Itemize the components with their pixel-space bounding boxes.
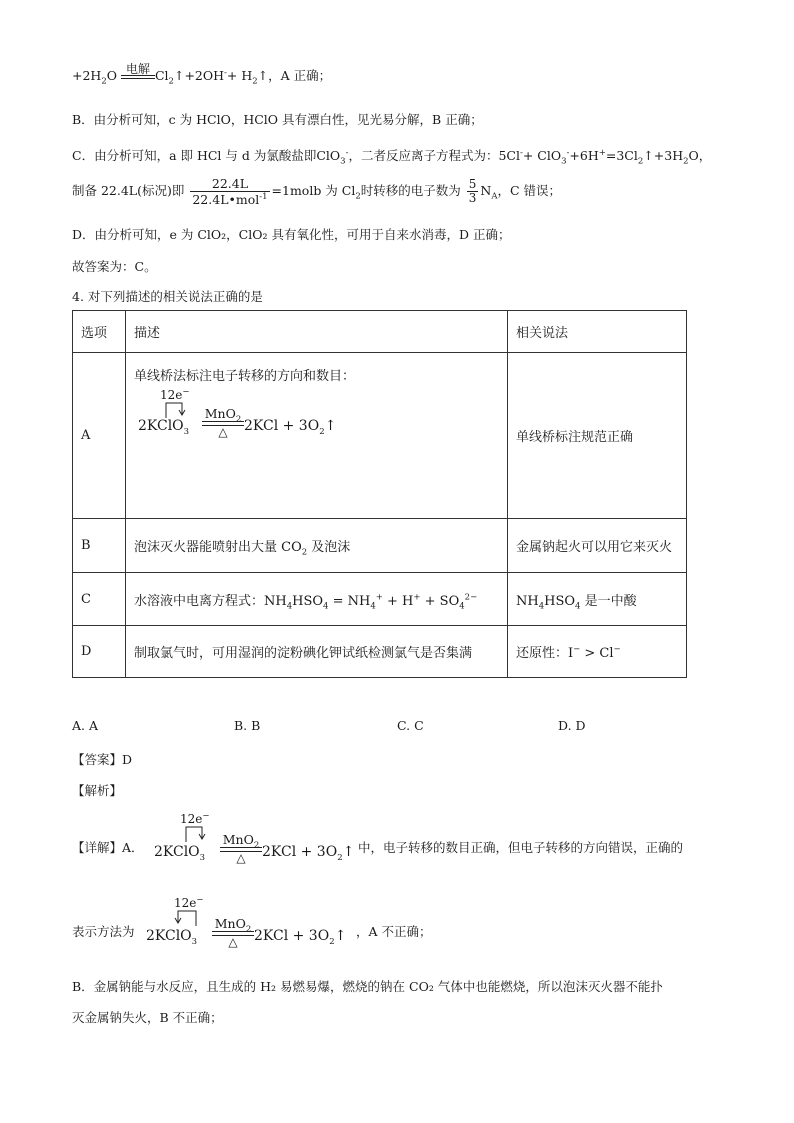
- paragraph-d: D．由分析可知，e 为 ClO₂，ClO₂ 具有氧化性，可用于自来水消毒，D 正确；: [72, 227, 511, 242]
- option-a: A: [73, 353, 126, 519]
- single-bridge-arrow-icon: [184, 822, 210, 844]
- choice-b: B. B: [234, 718, 261, 733]
- option-d: D: [73, 626, 126, 678]
- paragraph-b2-continued: 灭金属钠失火，B 不正确；: [72, 1010, 223, 1025]
- table-row-d: [73, 626, 687, 678]
- note-c: $NH_4HSO_4$ 是一中酸: [508, 573, 687, 626]
- reaction-condition: MnO$_2$ △: [220, 832, 262, 865]
- single-bridge-arrow-icon: [164, 398, 190, 420]
- fraction-moles: $\frac{22.4L}{22.4L•mol^{-1}}$: [192, 176, 268, 207]
- desc-a-text: 单线桥法标注电子转移的方向和数目：: [134, 369, 356, 384]
- question-4-table: [72, 310, 687, 678]
- choice-c: C. C: [397, 718, 424, 733]
- detail2-text: ，A 不正确；: [356, 924, 432, 939]
- option-c: C: [73, 573, 126, 626]
- fraction-five-thirds: $\frac{5}{3}$: [468, 177, 477, 205]
- question-4-title: 4. 对下列描述的相关说法正确的是: [72, 289, 263, 304]
- option-b: B: [73, 519, 126, 573]
- reaction-condition: MnO$_2$ △: [202, 406, 244, 439]
- table-row-b: [73, 519, 687, 573]
- reaction-equation-detail-correct: 12e− 2KClO$_3$ MnO$_2$ △ $2KCl + 3O_2↑$: [146, 895, 347, 949]
- paragraph-b2: B．金属钠能与水反应，且生成的 H₂ 易燃易爆，燃烧的钠在 CO₂ 气体中也能燃烧，所以泡沫灭火器不能扑: [72, 979, 663, 994]
- table-header-row: [73, 311, 687, 353]
- header-note: 相关说法: [508, 311, 687, 353]
- desc-b: 泡沫灭火器能喷射出大量 $CO_2$ 及泡沫: [126, 519, 508, 573]
- desc-d: 制取氯气时，可用湿润的淀粉碘化钾试纸检测氯气是否集满: [126, 626, 508, 678]
- paragraph-c: C．由分析可知，a 即 HCl 与 d 为氯酸盐即ClO$_3$-，二者反应离子方程式为：$5Cl^-+ ClO_3^-+6H^+=3Cl_2↑+3H_2O$，: [72, 147, 712, 167]
- answer-line: 故答案为：C。: [72, 259, 157, 274]
- paragraph-c-continued: 制备 22.4L(标况)即 $\frac{22.4L}{22.4L•mol^{-1}}$ =1molb 为 $Cl_2$时转移的电子数为 $\frac{5}{3}$ $N_A$，C 错误；: [72, 176, 562, 207]
- equation-line-electrolysis: $+2H_2O$ 电解 $Cl_2↑+2OH^-+$ $H_2↑$，A 正确；: [72, 61, 332, 87]
- electron-label: 12e−: [160, 387, 190, 402]
- note-a: 单线桥标注规范正确: [508, 353, 687, 519]
- electrolysis-condition: 电解: [121, 63, 155, 79]
- reaction-condition: MnO$_2$ △: [212, 916, 254, 949]
- desc-a: [126, 353, 508, 519]
- choice-a: A. A: [72, 718, 99, 733]
- detail-label: 【详解】A．: [72, 840, 144, 855]
- analysis-label: 【解析】: [72, 783, 123, 798]
- table-row-a: [73, 353, 687, 519]
- note-b: 金属钠起火可以用它来灭火: [508, 519, 687, 573]
- answer-label: 【答案】D: [72, 752, 133, 767]
- choice-d: D. D: [558, 718, 586, 733]
- single-bridge-arrow-icon: [172, 906, 202, 928]
- detail2-label: 表示方法为: [72, 924, 135, 939]
- paragraph-b: B．由分析可知，c 为 HClO，HClO 具有漂白性，见光易分解，B 正确；: [72, 112, 483, 127]
- note-d: 还原性：I− > Cl−: [508, 626, 687, 678]
- desc-c: 水溶液中电离方程式：$NH_4HSO_4 = NH_4^+ + H^+ + SO_4^{2-}$: [126, 573, 508, 626]
- reaction-equation-detail-wrong: 12e− 2KClO$_3$ MnO$_2$ △ $2KCl + 3O_2↑$: [154, 811, 355, 865]
- table-row-c: [73, 573, 687, 626]
- header-description: 描述: [126, 311, 508, 353]
- reaction-equation-a: 12e− 2KClO$_3$ MnO$_2$ △ $2KCl + 3O_2↑$: [138, 387, 337, 439]
- header-option: 选项: [73, 311, 126, 353]
- detail-a-text: 中，电子转移的数目正确，但电子转移的方向错误，正确的: [358, 840, 684, 855]
